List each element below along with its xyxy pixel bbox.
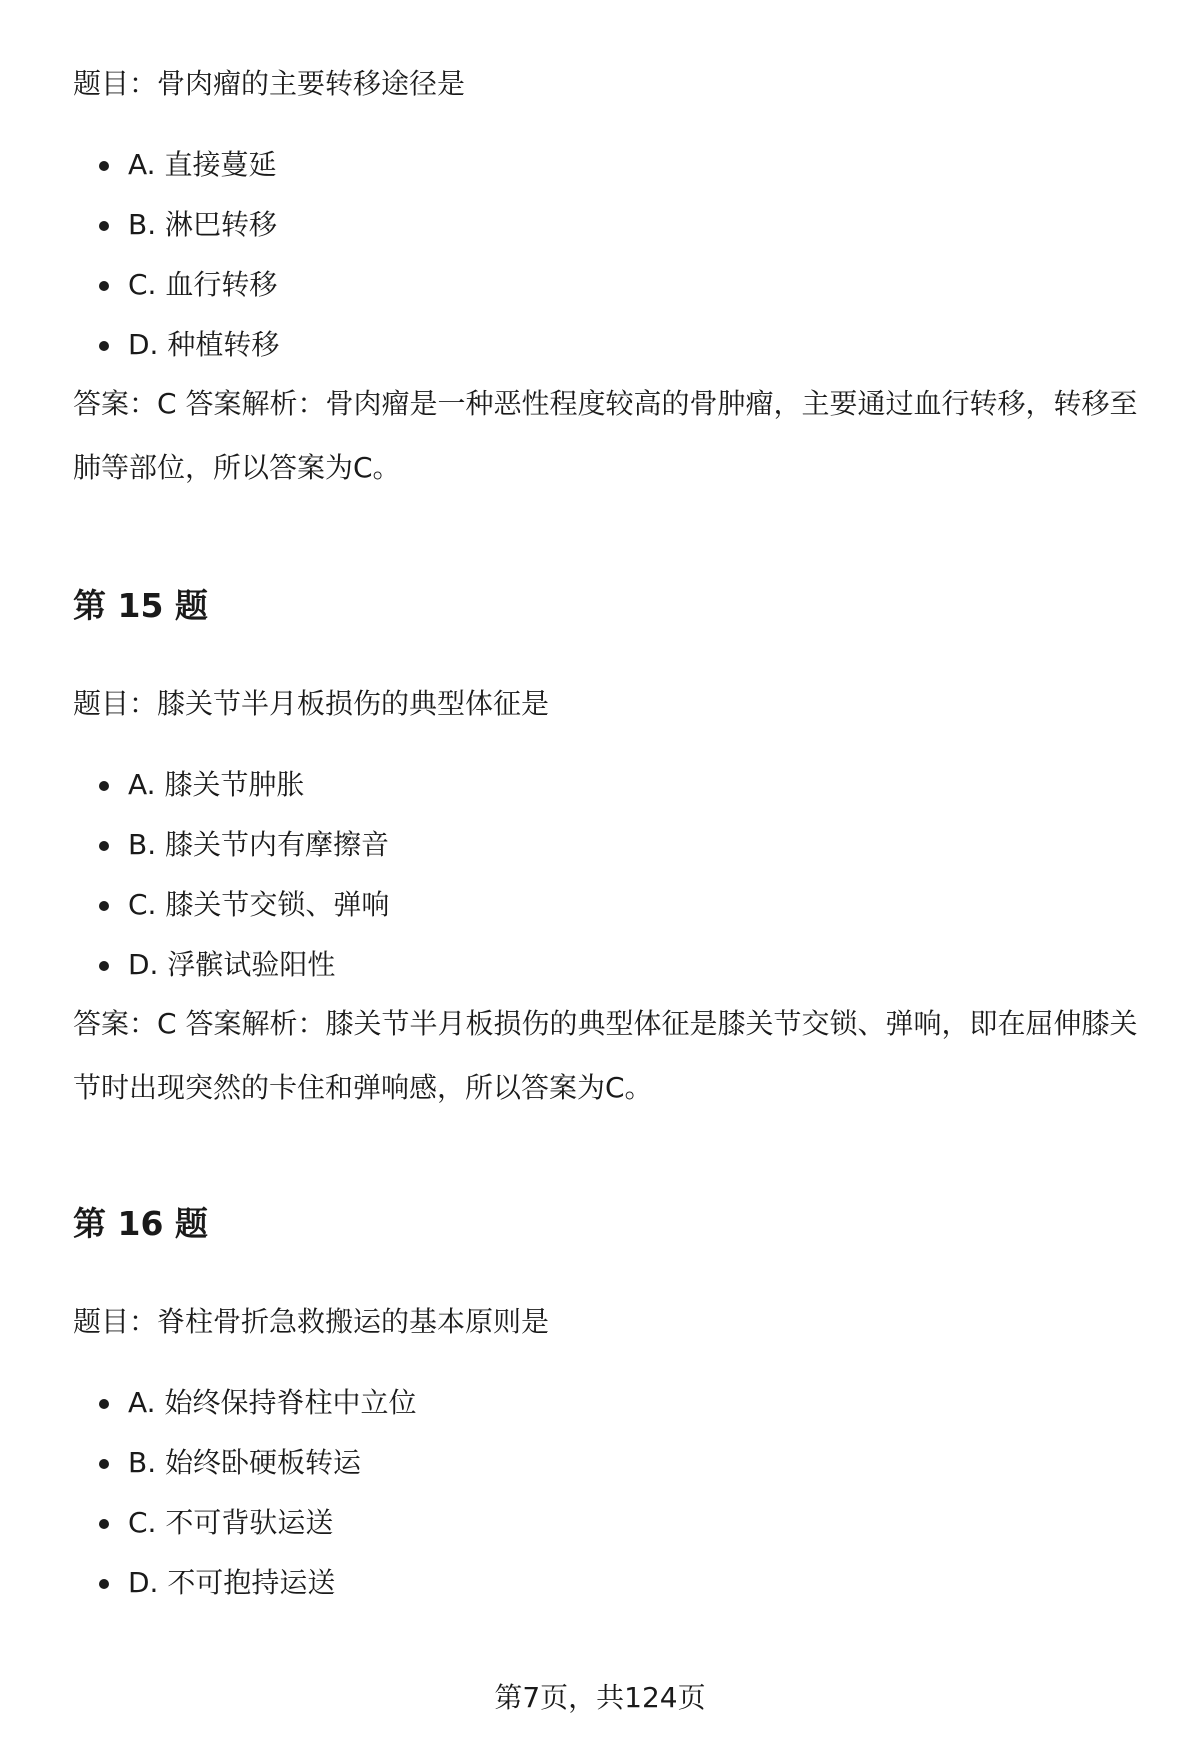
option-a: A. 膝关节肿胀 xyxy=(73,765,389,825)
option-a: A. 始终保持脊柱中立位 xyxy=(73,1383,416,1443)
options-list xyxy=(73,765,389,1005)
option-c: C. 血行转移 xyxy=(73,265,279,325)
page-footer: 第7页，共124页 xyxy=(494,1681,706,1714)
option-d: D. 浮髌试验阳性 xyxy=(73,945,389,1005)
option-d: D. 不可抱持运送 xyxy=(73,1563,416,1623)
question-text: 题目：骨肉瘤的主要转移途径是 xyxy=(73,67,466,100)
question-text: 题目：脊柱骨折急救搬运的基本原则是 xyxy=(73,1305,550,1338)
option-a: A. 直接蔓延 xyxy=(73,145,279,205)
question-heading: 第 15 题 xyxy=(73,586,208,625)
answer-explanation: 答案：C 答案解析：骨肉瘤是一种恶性程度较高的骨肿瘤，主要通过血行转移，转移至肺等部位，所以答案为C。 xyxy=(73,387,1138,484)
answer-explanation: 答案：C 答案解析：膝关节半月板损伤的典型体征是膝关节交锁、弹响，即在屈伸膝关节时出现突然的卡住和弹响感，所以答案为C。 xyxy=(73,1007,1138,1104)
option-d: D. 种植转移 xyxy=(73,325,279,385)
option-b: B. 膝关节内有摩擦音 xyxy=(73,825,389,885)
option-c: C. 膝关节交锁、弹响 xyxy=(73,885,389,945)
question-text: 题目：膝关节半月板损伤的典型体征是 xyxy=(73,687,550,720)
option-b: B. 淋巴转移 xyxy=(73,205,279,265)
option-b: B. 始终卧硬板转运 xyxy=(73,1443,416,1503)
options-list xyxy=(73,1383,416,1623)
options-list xyxy=(73,145,279,385)
option-c: C. 不可背驮运送 xyxy=(73,1503,416,1563)
question-heading: 第 16 题 xyxy=(73,1204,208,1243)
